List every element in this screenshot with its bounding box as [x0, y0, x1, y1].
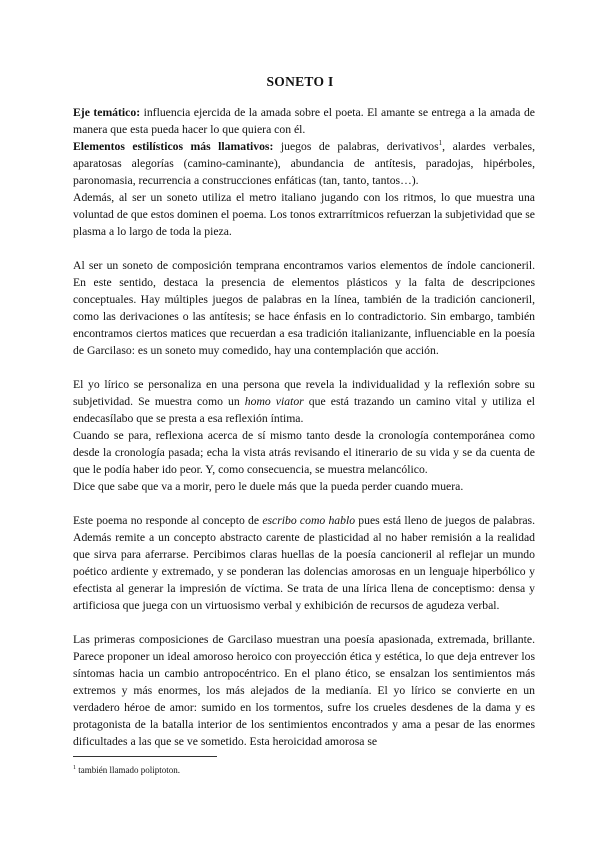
conceptismo-text-a: Este poema no responde al concepto de	[73, 514, 263, 527]
paragraph-metro: Además, al ser un soneto utiliza el metro italiano jugando con los ritmos, lo que muestra una voluntad de que estos dominen el poema. Los tonos extrarrítmicos refuerzan la subjetividad que se plasma a lo largo de toda la pieza.	[73, 191, 535, 238]
elementos-estilisticos-label: Elementos estilísticos más llamativos:	[73, 140, 274, 153]
homo-viator-term: homo viator	[244, 395, 304, 408]
footnote	[73, 765, 180, 775]
elementos-text-b: , alardes verbales, aparatosas alegorías (camino-caminante), abundancia de antítesis, paradojas, hipérboles, paronomasia, recurrencia a construcciones enfáticas (tan, tanto, tantos…).	[73, 140, 536, 187]
paragraph-elementos-estilisticos	[73, 138, 535, 189]
elementos-text-a: juegos de palabras, derivativos	[273, 140, 439, 153]
footnote-reference[interactable]: 1	[438, 139, 443, 148]
paragraph-cancioneril: Al ser un soneto de composición temprana encontramos varios elementos de índole cancioneril. En este sentido, destaca la presencia de elementos plásticos y la falta de descripciones conceptuales. Hay múltiples juegos de palabras en la línea, también de la tradición cancioneril, como las derivaciones o las antítesis; se hace énfasis en lo contradictorio. Sin embargo, también encontramos ciertos matices que recuerdan a esa tradición italianizante, influenciable en la poesía de Garcilaso: es un soneto muy comedido, hay una contemplación que acción.	[73, 259, 535, 357]
paragraph-primeras-composiciones: Las primeras composiciones de Garcilaso muestran una poesía apasionada, extremada, brillante. Parece proponer un ideal amoroso heroico con proyección ética y estética, lo que deja entrever los síntomas hacia un cambio antropocéntrico. En el plano ético, se ensalzan los sentimientos más extremos y más enormes, los más alejados de la medianía. El yo lírico se convierte en un verdadero héroe de amor: sumido en los tormentos, sufre los crueles desdenes de la dama y es protagonista de la batalla interior de los sentimientos encontrados y ama a pesar de las enormes dificultades a las que se ve sometido. Esta heroicidad amorosa se	[73, 633, 535, 748]
yo-lirico-text-a: El yo lírico se personaliza en una persona que revela la individualidad y la reflexión sobre su subjetividad. Se muestra como un	[73, 378, 535, 408]
paragraph-gap	[73, 240, 535, 257]
conceptismo-text-b: pues está lleno de juegos de palabras. Además remite a un concepto abstracto carente de plasticidad al no haber remisión a la realidad que sirva para aferrarse. Percibimos claras huellas de la poesía cancioneril al reflejar un mundo poético ardiente y extremado, y se ponderan las dolencias amorosas en un lenguaje hiperbólico y efectista al generar la impresión de víctima. Se trata de una lírica llena de conceptismo: densa y artificiosa que juega con un virtuosismo verbal y exhibición de recursos de agudeza verbal.	[73, 514, 535, 612]
page-title: SONETO I	[266, 74, 334, 89]
footnote-number: 1	[73, 765, 76, 771]
escribo-como-hablo-term: escribo como hablo	[262, 514, 356, 527]
eje-tematico-text: influencia ejercida de la amada sobre el poeta. El amante se entrega a la amada de manera que esta pueda hacer lo que quiera con él.	[73, 106, 535, 136]
paragraph-gap	[73, 614, 535, 631]
paragraph-gap	[73, 359, 535, 376]
footnote-separator	[73, 756, 217, 757]
paragraph-yo-lirico	[73, 376, 535, 427]
paragraph-eje-tematico	[73, 104, 535, 138]
paragraph-gap	[73, 495, 535, 512]
footnote-text: también llamado poliptoton.	[76, 765, 180, 775]
yo-lirico-text-b: que está trazando un camino vital y utiliza el endecasílabo que se presta a esa reflexión íntima.	[73, 395, 536, 425]
document-body	[73, 104, 535, 750]
eje-tematico-label: Eje temático:	[73, 106, 141, 119]
paragraph-conceptismo	[73, 512, 535, 614]
paragraph-reflexion: Cuando se para, reflexiona acerca de sí mismo tanto desde la cronología contemporánea como desde la cronología pasada; echa la vista atrás revisando el itinerario de su vida y se da cuenta de que le podía haber ido peor. Y, como consecuencia, se muestra melancólico.	[73, 429, 535, 476]
paragraph-morir: Dice que sabe que va a morir, pero le duele más que la pueda perder cuando muera.	[73, 480, 464, 493]
